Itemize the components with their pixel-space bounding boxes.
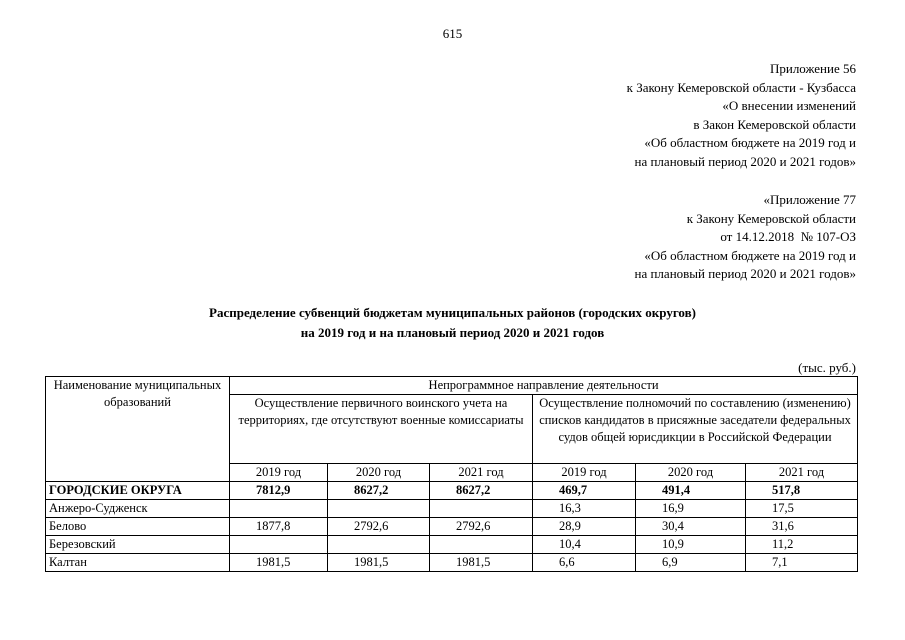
cell-value: 2792,6 xyxy=(328,518,430,536)
page-number: 615 xyxy=(442,26,463,41)
year-header: 2019 год xyxy=(533,464,636,482)
subvention-table xyxy=(45,376,858,572)
cell-value: 6,9 xyxy=(636,554,746,572)
cell-value: 11,2 xyxy=(746,536,858,554)
cell-value: 8627,2 xyxy=(430,482,533,500)
appendix-line: от 14.12.2018 № 107-ОЗ xyxy=(720,229,856,244)
cell-value: 1877,8 xyxy=(230,518,328,536)
row-name: ГОРОДСКИЕ ОКРУГА xyxy=(46,482,230,500)
cell-value: 17,5 xyxy=(746,500,858,518)
cell-value xyxy=(328,536,430,554)
row-name: Березовский xyxy=(46,536,230,554)
appendix-line: к Закону Кемеровской области xyxy=(686,210,856,226)
cell-value xyxy=(230,500,328,518)
table-row xyxy=(46,518,858,536)
appendix-line: «Приложение 77 xyxy=(763,192,856,207)
year-header: 2020 год xyxy=(636,464,746,482)
cell-value: 7812,9 xyxy=(230,482,328,500)
cell-value: 8627,2 xyxy=(328,482,430,500)
title-line-2: на 2019 год и на плановый период 2020 и 2021 годов xyxy=(300,325,605,340)
title-line-1: Распределение субвенций бюджетам муниципальных районов (городских округов) xyxy=(209,305,696,320)
cell-value: 10,9 xyxy=(636,536,746,554)
jurors-list-header: Осуществление полномочий по составлению (изменению) списков кандидатов в присяжные заседатели федеральных судов общей юрисдикции в Российской Федерации xyxy=(533,395,858,464)
cell-value xyxy=(230,536,328,554)
table-row-total xyxy=(46,482,858,500)
row-name: Калтан xyxy=(46,554,230,572)
row-name: Анжеро-Судженск xyxy=(46,500,230,518)
appendix-heading-old xyxy=(635,191,857,284)
cell-value: 16,3 xyxy=(533,500,636,518)
table-row xyxy=(46,536,858,554)
cell-value xyxy=(430,500,533,518)
table-row xyxy=(46,500,858,518)
table-row xyxy=(46,554,858,572)
cell-value: 31,6 xyxy=(746,518,858,536)
appendix-line: к Закону Кемеровской области - Кузбасса xyxy=(626,79,856,95)
cell-value: 10,4 xyxy=(533,536,636,554)
cell-value: 16,9 xyxy=(636,500,746,518)
appendix-line: «Об областном бюджете на 2019 год и xyxy=(644,135,856,150)
year-header: 2021 год xyxy=(746,464,858,482)
cell-value: 28,9 xyxy=(533,518,636,536)
cell-value xyxy=(328,500,430,518)
header-row-1 xyxy=(46,377,858,395)
group-header: Непрограммное направление деятельности xyxy=(230,377,858,395)
unit-label: (тыс. руб.) xyxy=(798,360,856,375)
year-header: 2021 год xyxy=(430,464,533,482)
appendix-line: в Закон Кемеровской области xyxy=(693,116,856,132)
document-title xyxy=(0,303,905,343)
cell-value: 30,4 xyxy=(636,518,746,536)
military-registration-header: Осуществление первичного воинского учета на территориях, где отсутствуют военные комиссариаты xyxy=(230,395,533,464)
cell-value: 491,4 xyxy=(636,482,746,500)
cell-value: 1981,5 xyxy=(328,554,430,572)
row-name: Белово xyxy=(46,518,230,536)
appendix-line: «Об областном бюджете на 2019 год и xyxy=(644,247,856,263)
appendix-line: Приложение 56 xyxy=(769,61,856,76)
name-column-header: Наименование муниципальных образований xyxy=(46,377,230,482)
appendix-line: на плановый период 2020 и 2021 годов» xyxy=(634,266,856,281)
year-header: 2020 год xyxy=(328,464,430,482)
appendix-line: на плановый период 2020 и 2021 годов» xyxy=(634,153,856,169)
cell-value: 2792,6 xyxy=(430,518,533,536)
cell-value: 517,8 xyxy=(746,482,858,500)
cell-value: 1981,5 xyxy=(430,554,533,572)
cell-value: 1981,5 xyxy=(230,554,328,572)
appendix-line: «О внесении изменений xyxy=(722,98,856,113)
year-header: 2019 год xyxy=(230,464,328,482)
cell-value: 6,6 xyxy=(533,554,636,572)
appendix-heading-new xyxy=(627,60,856,171)
cell-value: 7,1 xyxy=(746,554,858,572)
cell-value xyxy=(430,536,533,554)
cell-value: 469,7 xyxy=(533,482,636,500)
